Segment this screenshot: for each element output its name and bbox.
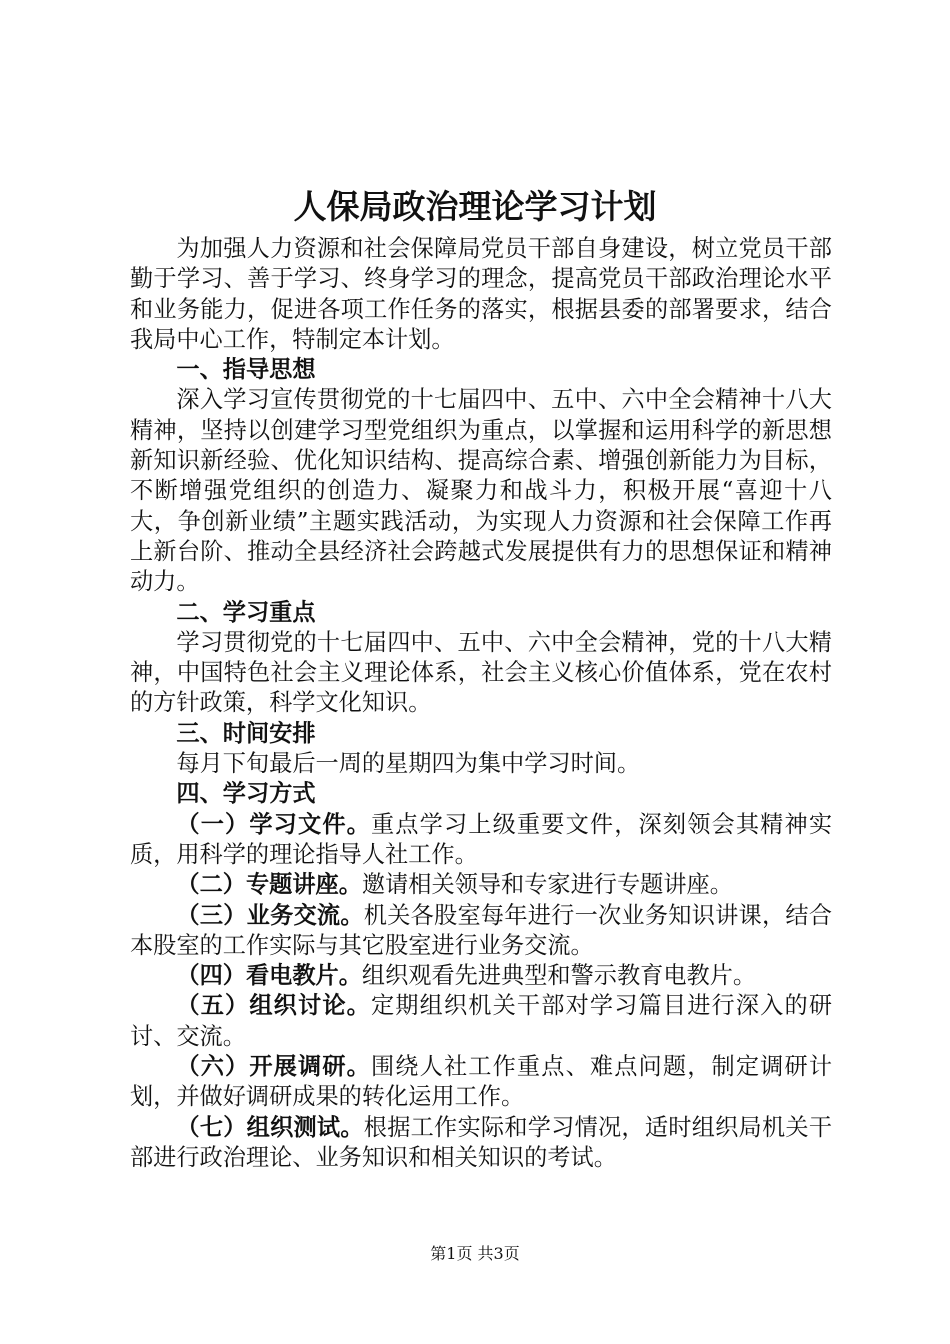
method-text: 邀请相关领导和专家进行专题讲座。 xyxy=(361,871,733,899)
method-label: （三）业务交流。 xyxy=(176,901,364,929)
section-heading-schedule: 三、时间安排 xyxy=(176,719,316,747)
method-item xyxy=(130,1113,832,1174)
method-text: 机关各股室每年进行一次业务知识讲课，结合本股室的工作实际与其它股室进行业务交流。 xyxy=(130,901,833,959)
section-text-schedule: 每月下旬最后一周的星期四为集中学习时间。 xyxy=(176,750,641,778)
intro-paragraph: 为加强人力资源和社会保障局党员干部自身建设，树立党员干部勤于学习、善于学习、终身学习的理念，提高党员干部政治理论水平和业务能力，促进各项工作任务的落实，根据县委的部署要求，结合我局中心工作，特制定本计划。 xyxy=(130,235,832,353)
method-label: （七）组织测试。 xyxy=(176,1113,364,1141)
method-label: （二）专题讲座。 xyxy=(176,871,362,899)
method-text: 根据工作实际和学习情况，适时组织局机关干部进行政治理论、业务知识和相关知识的考试。 xyxy=(130,1113,833,1171)
method-label: （五）组织讨论。 xyxy=(176,992,371,1020)
method-text: 定期组织机关干部对学习篇目进行深入的研讨、交流。 xyxy=(130,992,833,1050)
method-text: 组织观看先进典型和警示教育电教片。 xyxy=(361,962,757,990)
page-footer: 第1页 共3页 xyxy=(430,1244,520,1263)
section-heading-study-focus: 二、学习重点 xyxy=(176,598,316,626)
method-text: 围绕人社工作重点、难点问题，制定调研计划，并做好调研成果的转化运用工作。 xyxy=(130,1053,833,1111)
method-item xyxy=(130,810,832,871)
section-heading-study-methods: 四、学习方式 xyxy=(176,780,316,808)
method-label: （四）看电教片。 xyxy=(176,962,362,990)
document-body xyxy=(130,234,832,1173)
method-item xyxy=(130,870,832,900)
section-text-guiding-thought: 深入学习宣传贯彻党的十七届四中、五中、六中全会精神十八大精神，坚持以创建学习型党组织为重点，以掌握和运用科学的新思想新知识新经验、优化知识结构、提高综合素、增强创新能力为目标，不断增强党组织的创造力、凝聚力和战斗力，积极开展“喜迎十八大，争创新业绩”主题实践活动，为实现人力资源和社会保障工作再上新台阶、推动全县经济社会跨越式发展提供有力的思想保证和精神动力。 xyxy=(130,386,832,596)
section-text-study-focus: 学习贯彻党的十七届四中、五中、六中全会精神，党的十八大精神，中国特色社会主义理论体系，社会主义核心价值体系，党在农村的方针政策，科学文化知识。 xyxy=(130,628,832,717)
section-heading-guiding-thought: 一、指导思想 xyxy=(176,356,316,384)
method-item xyxy=(130,961,832,991)
document-title: 人保局政治理论学习计划 xyxy=(293,187,657,226)
method-item xyxy=(130,991,832,1052)
method-item xyxy=(130,901,832,962)
method-label: （一）学习文件。 xyxy=(176,810,371,838)
method-item xyxy=(130,1052,832,1113)
method-label: （六）开展调研。 xyxy=(176,1053,371,1081)
method-text: 重点学习上级重要文件，深刻领会其精神实质，用科学的理论指导人社工作。 xyxy=(130,810,833,868)
